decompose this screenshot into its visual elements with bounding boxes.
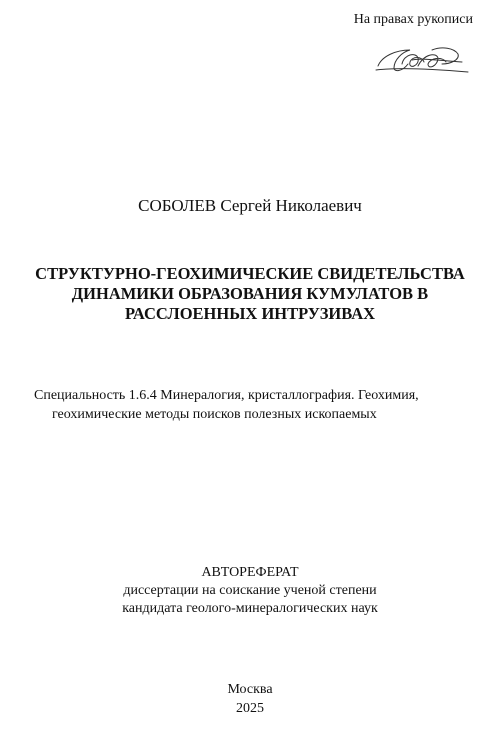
abstract-block bbox=[0, 564, 500, 618]
abstract-heading: АВТОРЕФЕРАТ bbox=[201, 565, 299, 580]
title-line: СТРУКТУРНО-ГЕОХИМИЧЕСКИЕ СВИДЕТЕЛЬСТВА bbox=[35, 264, 465, 283]
abstract-line: диссертации на соискание ученой степени bbox=[123, 583, 377, 598]
publication-year: 2025 bbox=[236, 701, 264, 716]
city-name: Москва bbox=[227, 682, 273, 697]
specialty-line: геохимические методы поисков полезных ископаемых bbox=[52, 407, 377, 422]
specialty-line: Специальность 1.6.4 Минералогия, кристаллография. Геохимия, bbox=[34, 388, 419, 403]
rights-note: На правах рукописи bbox=[353, 12, 473, 27]
title-line: ДИНАМИКИ ОБРАЗОВАНИЯ КУМУЛАТОВ В bbox=[71, 284, 429, 303]
handwritten-signature bbox=[372, 42, 472, 78]
publication-place bbox=[0, 680, 500, 718]
dissertation-title bbox=[0, 264, 500, 324]
title-line: РАССЛОЕННЫХ ИНТРУЗИВАХ bbox=[124, 304, 376, 323]
abstract-line: кандидата геолого-минералогических наук bbox=[122, 601, 378, 616]
author-name: СОБОЛЕВ Сергей Николаевич bbox=[138, 196, 362, 215]
specialty-block bbox=[0, 386, 500, 424]
